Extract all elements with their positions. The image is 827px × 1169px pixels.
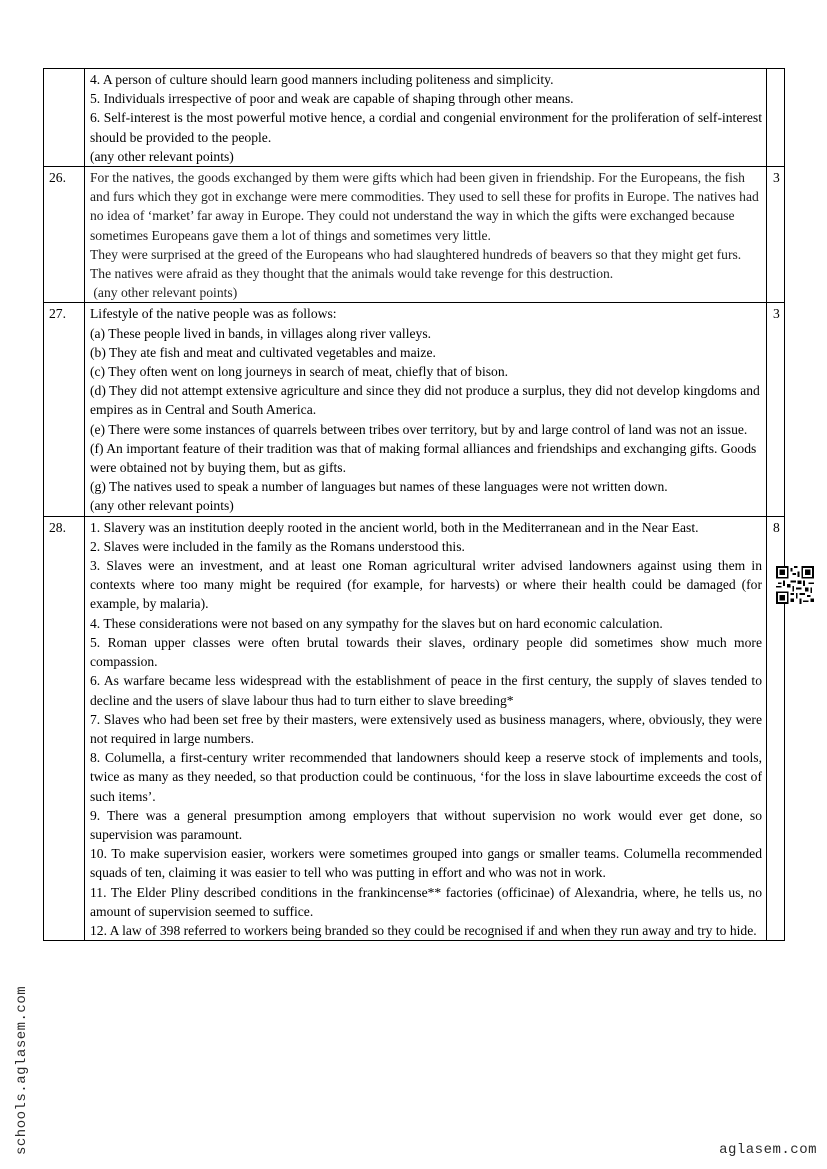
answer-line: 5. Roman upper classes were often brutal towards their slaves, ordinary people did sometimes show much more compassion. bbox=[90, 634, 762, 670]
answer-line: 3. Slaves were an investment, and at least one Roman agricultural writer advised landowners against using them in contexts where too many might be required (for example, for harvests) or where their health could be damaged (for example, by malaria). bbox=[90, 558, 762, 612]
answer-line: 4. These considerations were not based on any sympathy for the slaves but on hard economic calculation. bbox=[90, 615, 663, 631]
answer-line: (f) An important feature of their tradition was that of making formal alliances and friendships and exchanging gifts. Goods were obtained not by buying them, but as gifts. bbox=[90, 440, 757, 476]
side-watermark: schools.aglasem.com bbox=[14, 985, 30, 1155]
answer-line: They were surprised at the greed of the Europeans who had slaughtered hundreds of beavers so that they might get furs. The natives were afraid as they thought that the animals would take revenge for this destruction. bbox=[90, 246, 742, 282]
answer-line: (any other relevant points) bbox=[90, 148, 234, 164]
answer-text bbox=[85, 69, 767, 167]
answer-line: 10. To make supervision easier, workers were sometimes grouped into gangs or smaller teams. Columella recommended squads of ten, claiming it was easier to tell who was putting in effort and who was not in work. bbox=[90, 846, 762, 881]
answer-text bbox=[85, 167, 767, 303]
table-row-q28 bbox=[44, 516, 785, 940]
table-row-q26 bbox=[44, 167, 785, 303]
marks bbox=[767, 69, 785, 167]
answer-line: (c) They often went on long journeys in search of meat, chiefly that of bison. bbox=[90, 364, 509, 380]
answer-line: 8. Columella, a first-century writer recommended that landowners should keep a reserve stock of implements and tools, twice as many as they needed, so that production could be continuous, ‘for the loss in slave labourtime exceeds the cost of such items’. bbox=[90, 750, 762, 804]
table-row-q27 bbox=[44, 303, 785, 516]
qr-code-icon[interactable] bbox=[776, 566, 814, 604]
answer-table bbox=[43, 68, 785, 941]
answer-line: 5. Individuals irrespective of poor and weak are capable of shaping through other means. bbox=[90, 91, 574, 107]
answer-line: (a) These people lived in bands, in villages along river valleys. bbox=[90, 325, 432, 341]
answer-line: 2. Slaves were included in the family as the Romans understood this. bbox=[90, 538, 465, 554]
answer-line: 1. Slavery was an institution deeply rooted in the ancient world, both in the Mediterranean and in the Near East. bbox=[90, 519, 699, 535]
question-number: 26. bbox=[44, 167, 85, 303]
answer-line: 4. A person of culture should learn good manners including politeness and simplicity. bbox=[90, 72, 554, 87]
marks: 3 bbox=[767, 303, 785, 516]
answer-line: (any other relevant points) bbox=[90, 285, 238, 301]
answer-line: 6. Self-interest is the most powerful motive hence, a cordial and congenial environment for the proliferation of self-interest should be provided to the people. bbox=[90, 110, 762, 145]
question-number: 28. bbox=[44, 516, 85, 940]
answer-line: 6. As warfare became less widespread with the establishment of peace in the first century, the supply of slaves tended to decline and the users of slave labour thus had to turn either to slave breeding* bbox=[90, 673, 762, 708]
answer-line: (d) They did not attempt extensive agriculture and since they did not produce a surplus, they did not develop kingdoms and empires as in Central and South America. bbox=[90, 383, 760, 418]
answer-line: 12. A law of 398 referred to workers being branded so they could be recognised if and when they run away and try to hide. bbox=[90, 922, 757, 938]
table-row-continuation bbox=[44, 69, 785, 167]
question-number bbox=[44, 69, 85, 167]
answer-line: Lifestyle of the native people was as follows: bbox=[90, 306, 337, 322]
answer-line: (b) They ate fish and meat and cultivated vegetables and maize. bbox=[90, 344, 436, 360]
answer-text bbox=[85, 303, 767, 516]
marks: 3 bbox=[767, 167, 785, 303]
answer-line: (g) The natives used to speak a number of languages but names of these languages were not written down. bbox=[90, 479, 668, 495]
answer-line: (e) There were some instances of quarrels between tribes over territory, but by and large control of land was not an issue. bbox=[90, 421, 748, 437]
answer-line: (any other relevant points) bbox=[90, 498, 234, 514]
answer-line: For the natives, the goods exchanged by them were gifts which had been given in friendship. For the Europeans, the fish and furs which they got in exchange were mere commodities. They used to sell these for profits in Europe. The natives had no idea of ‘market’ far away in Europe. They could not understand the way in which the gifts were exchanged because sometimes Europeans gave them a lot of things and sometimes very little. bbox=[90, 170, 759, 243]
answer-line: 7. Slaves who had been set free by their masters, were extensively used as business managers, where, obviously, they were not required in large numbers. bbox=[90, 711, 762, 746]
answer-text bbox=[85, 516, 767, 940]
footer-watermark: aglasem.com bbox=[719, 1142, 817, 1158]
answer-line: 11. The Elder Pliny described conditions in the frankincense** factories (officinae) of Alexandria, where, he tells us, no amount of supervision seemed to suffice. bbox=[90, 884, 762, 919]
marks: 8 bbox=[767, 516, 785, 940]
answer-line: 9. There was a general presumption among employers that without supervision no work would ever get done, so supervision was paramount. bbox=[90, 807, 762, 842]
question-number: 27. bbox=[44, 303, 85, 516]
